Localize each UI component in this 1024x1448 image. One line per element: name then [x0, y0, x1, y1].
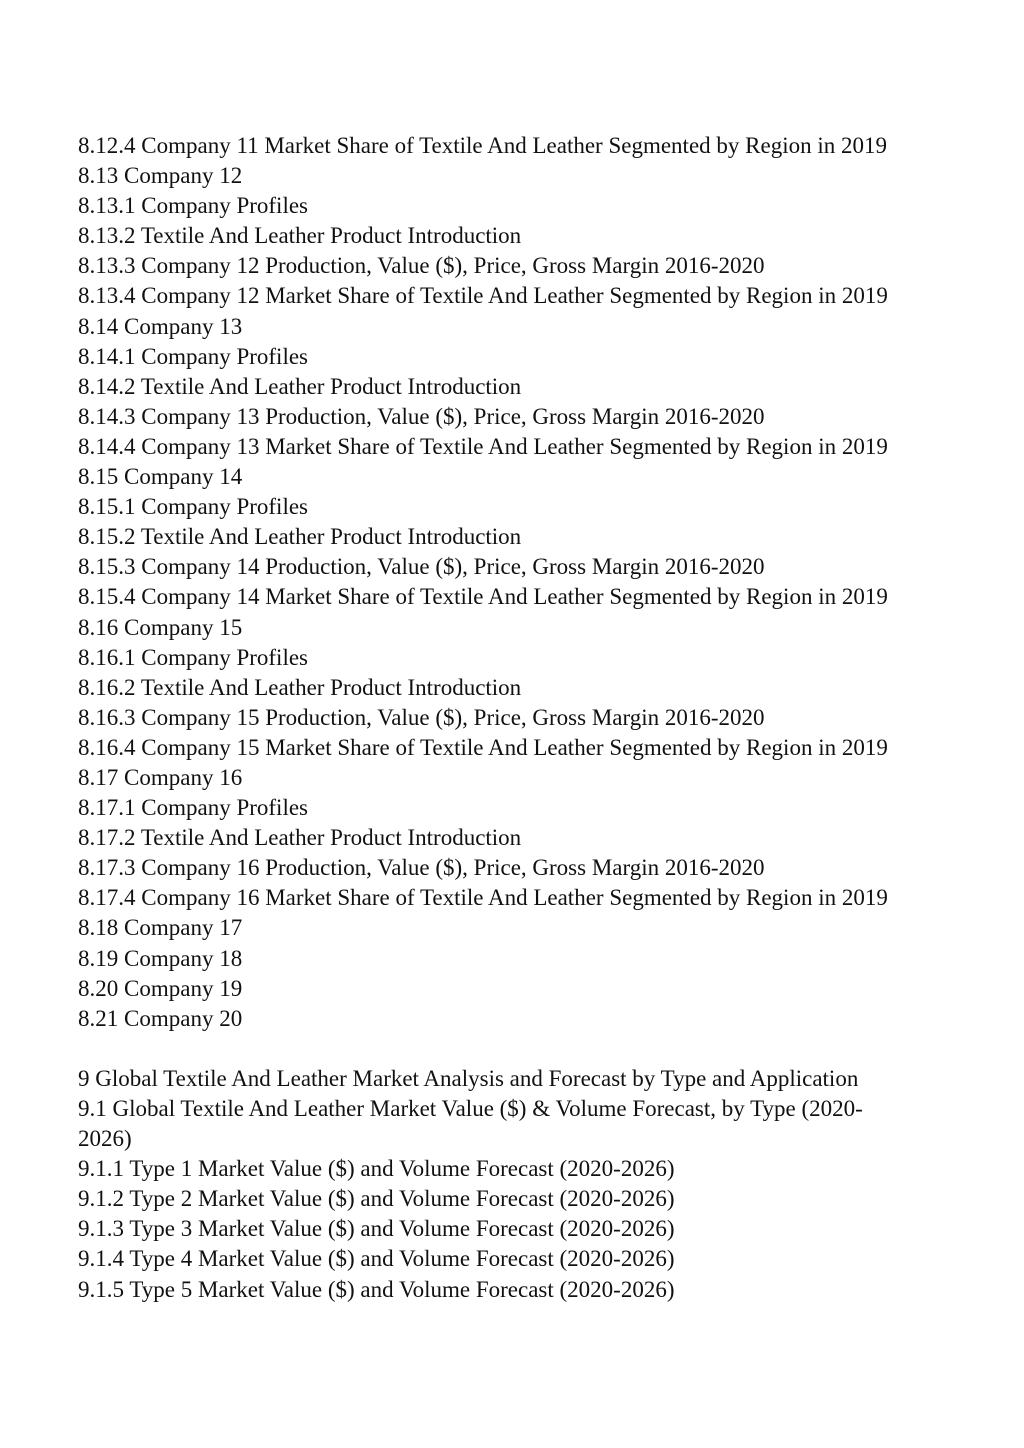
toc-line: 8.19 Company 18 — [78, 945, 243, 971]
toc-section-8 — [78, 131, 978, 1034]
toc-line: 8.14.1 Company Profiles — [78, 343, 308, 369]
toc-line: 8.16.3 Company 15 Production, Value ($), Price, Gross Margin 2016-2020 — [78, 704, 765, 730]
toc-line: 8.15.4 Company 14 Market Share of Textile And Leather Segmented by Region in 2019 — [78, 584, 888, 610]
toc-line: 8.20 Company 19 — [78, 975, 243, 1001]
toc-line: 8.14.2 Textile And Leather Product Introduction — [78, 373, 522, 399]
toc-line: 8.16.1 Company Profiles — [78, 644, 308, 670]
toc-line: 8.14 Company 13 — [78, 313, 243, 339]
toc-line: 8.15.3 Company 14 Production, Value ($), Price, Gross Margin 2016-2020 — [78, 554, 765, 580]
toc-line: 9.1.5 Type 5 Market Value ($) and Volume Forecast (2020-2026) — [78, 1276, 675, 1302]
toc-line: 8.14.3 Company 13 Production, Value ($), Price, Gross Margin 2016-2020 — [78, 403, 765, 429]
toc-line: 8.18 Company 17 — [78, 915, 243, 941]
toc-line: 9.1.1 Type 1 Market Value ($) and Volume Forecast (2020-2026) — [78, 1156, 675, 1182]
toc-line: 9.1.4 Type 4 Market Value ($) and Volume Forecast (2020-2026) — [78, 1246, 675, 1272]
toc-line: 8.15 Company 14 — [78, 464, 243, 490]
toc-line: 8.17.1 Company Profiles — [78, 795, 308, 821]
toc-line: 8.17.3 Company 16 Production, Value ($), Price, Gross Margin 2016-2020 — [78, 855, 765, 881]
toc-line: 8.14.4 Company 13 Market Share of Textile And Leather Segmented by Region in 2019 — [78, 433, 888, 459]
toc-section-9 — [78, 1064, 978, 1305]
toc-line: 8.16.2 Textile And Leather Product Introduction — [78, 674, 522, 700]
toc-line: 8.17.4 Company 16 Market Share of Textile And Leather Segmented by Region in 2019 — [78, 885, 888, 911]
toc-line: 8.16 Company 15 — [78, 614, 243, 640]
document-page — [78, 131, 978, 1305]
toc-line: 8.13.4 Company 12 Market Share of Textile And Leather Segmented by Region in 2019 — [78, 283, 888, 309]
toc-line: 9.1 Global Textile And Leather Market Value ($) & Volume Forecast, by Type (2020-2026) — [78, 1096, 863, 1152]
toc-line: 9.1.2 Type 2 Market Value ($) and Volume Forecast (2020-2026) — [78, 1186, 675, 1212]
toc-line: 8.13.3 Company 12 Production, Value ($), Price, Gross Margin 2016-2020 — [78, 253, 765, 279]
toc-line: 8.15.1 Company Profiles — [78, 494, 308, 520]
toc-line: 8.13 Company 12 — [78, 163, 243, 189]
toc-line: 9.1.3 Type 3 Market Value ($) and Volume Forecast (2020-2026) — [78, 1216, 675, 1242]
toc-line: 8.15.2 Textile And Leather Product Introduction — [78, 524, 522, 550]
toc-line: 8.17.2 Textile And Leather Product Introduction — [78, 825, 522, 851]
toc-line: 8.12.4 Company 11 Market Share of Textile And Leather Segmented by Region in 2019 — [78, 133, 887, 158]
toc-line: 8.17 Company 16 — [78, 764, 243, 790]
toc-line: 8.13.1 Company Profiles — [78, 193, 308, 219]
section-spacer — [78, 1034, 978, 1064]
toc-line: 8.13.2 Textile And Leather Product Introduction — [78, 223, 522, 249]
toc-line: 8.16.4 Company 15 Market Share of Textile And Leather Segmented by Region in 2019 — [78, 734, 888, 760]
toc-heading: 9 Global Textile And Leather Market Analysis and Forecast by Type and Application — [78, 1065, 859, 1091]
toc-line: 8.21 Company 20 — [78, 1005, 243, 1031]
